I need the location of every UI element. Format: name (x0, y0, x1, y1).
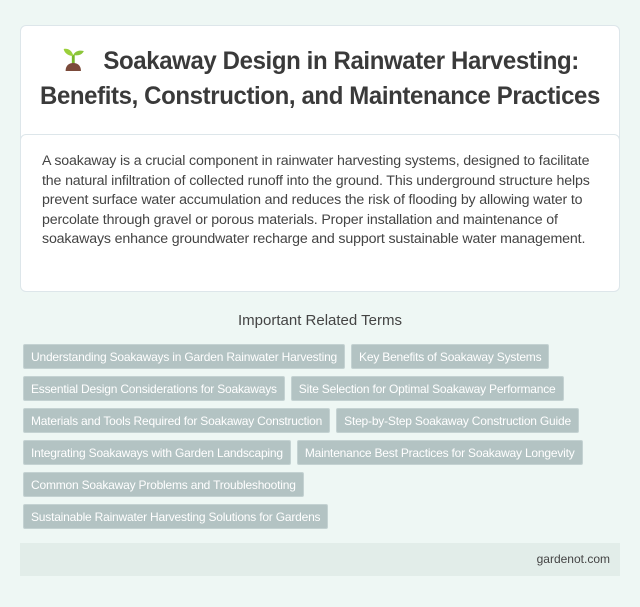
related-term-tag[interactable]: Essential Design Considerations for Soakaways (23, 376, 285, 401)
related-terms-heading: Important Related Terms (238, 312, 402, 329)
related-term-tag[interactable]: Site Selection for Optimal Soakaway Performance (291, 376, 564, 401)
related-term-tag[interactable]: Maintenance Best Practices for Soakaway Longevity (297, 440, 583, 465)
related-terms-list (23, 344, 603, 529)
title-card (20, 25, 620, 147)
description-card (20, 134, 620, 292)
related-term-tag[interactable]: Step-by-Step Soakaway Construction Guide (336, 408, 579, 433)
related-term-tag[interactable]: Sustainable Rainwater Harvesting Solutions for Gardens (23, 504, 328, 529)
footer-site-name: gardenot.com (536, 552, 610, 566)
page-title (33, 44, 607, 114)
footer (20, 543, 620, 576)
related-term-tag[interactable]: Key Benefits of Soakaway Systems (351, 344, 549, 369)
related-term-tag[interactable]: Materials and Tools Required for Soakaway Construction (23, 408, 330, 433)
related-term-tag[interactable]: Understanding Soakaways in Garden Rainwater Harvesting (23, 344, 345, 369)
related-term-tag[interactable]: Common Soakaway Problems and Troubleshooting (23, 472, 304, 497)
page-title-text: Soakaway Design in Rainwater Harvesting: Benefits, Construction, and Maintenance Practices (39, 47, 600, 110)
related-term-tag[interactable]: Integrating Soakaways with Garden Landscaping (23, 440, 291, 465)
description-text: A soakaway is a crucial component in rainwater harvesting systems, designed to facilitate the natural infiltration of collected runoff into the ground. This underground structure helps prevent surface water accumulation and reduces the risk of flooding by allowing water to percolate through gravel or porous materials. Proper installation and maintenance of soakaways enhance groundwater recharge and support sustainable water management. (42, 153, 590, 248)
sprout-icon (61, 45, 86, 71)
